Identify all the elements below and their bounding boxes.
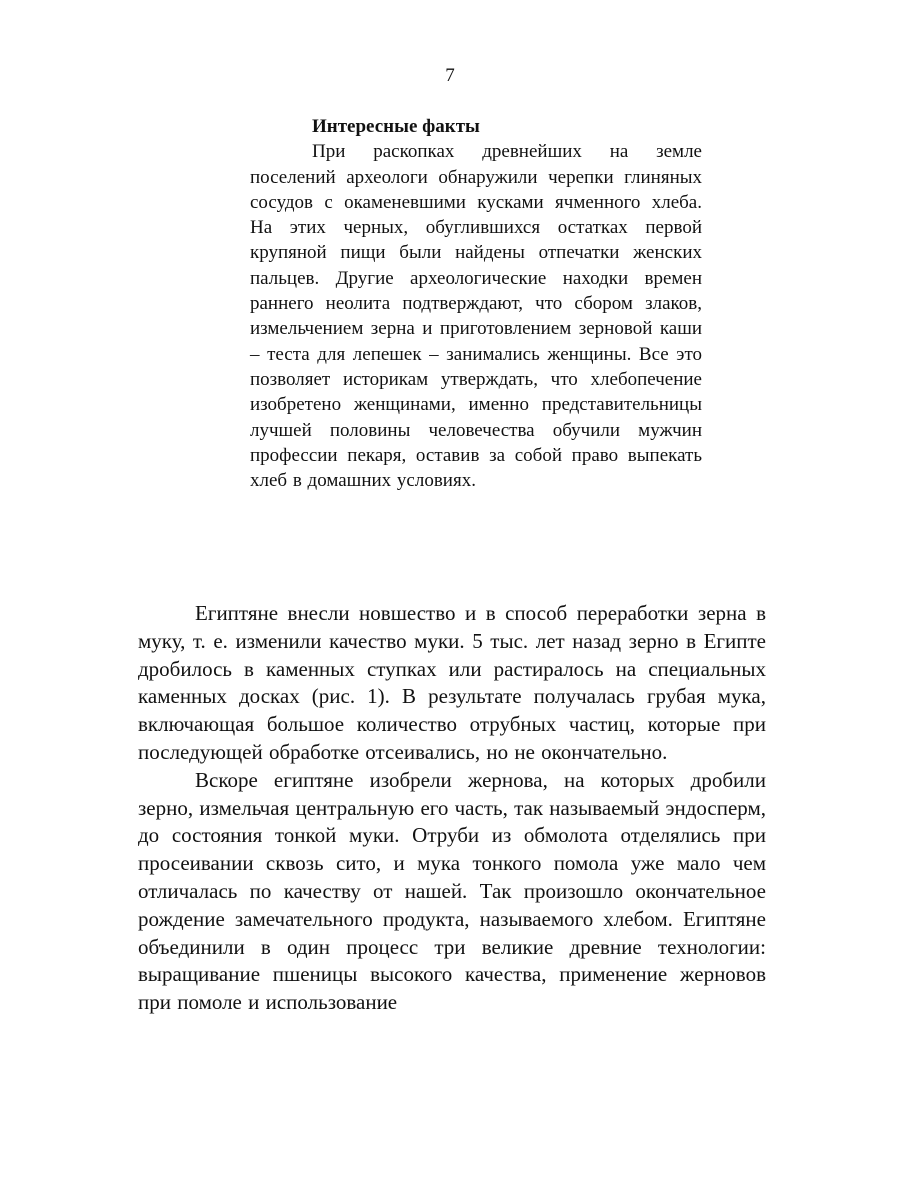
facts-heading: Интересные факты xyxy=(312,116,480,137)
facts-text: При раскопках древнейших на земле поселений археологи обнаружили черепки глиняных сосудов с окаменевшими кусками ячменного хлеба. На этих черных, обуглившихся остатках первой крупяной пищи были найдены отпечатки женских пальцев. Другие археологические находки времен раннего неолита подтверждают, что сбором злаков, измельчением зерна и приготовлением зерновой каши – теста для лепешек – занимались женщины. Все это позволяет историкам утверждать, что хлебопечение изобретено женщинами, именно представительницы лучшей половины человечества обучили мужчин профессии пекаря, оставив за собой право выпекать хлеб в домашних условиях. xyxy=(250,141,702,492)
body-paragraph-1: Египтяне внесли новшество и в способ переработки зерна в муку, т. е. изменили качество муки. 5 тыс. лет назад зерно в Египте дробилось в каменных ступках или растиралось на специальных каменных досках (рис. 1). В результате получалась грубая мука, включающая большое количество отрубных частиц, которые при последующей обработке отсеивались, но не окончательно. xyxy=(138,601,766,764)
body-text-block xyxy=(138,600,766,1017)
interesting-facts-block xyxy=(250,114,702,493)
body-paragraph-2: Вскоре египтяне изобрели жернова, на которых дробили зерно, измельчая центральную его часть, так называемый эндосперм, до состояния тонкой муки. Отруби из обмолота отделялись при просеивании сквозь сито, и мука тонкого помола уже мало чем отличалась по качеству от нашей. Так произошло окончательное рождение замечательного продукта, называемого хлебом. Египтяне объединили в один процесс три великие древние технологии: выращивание пшеницы высокого качества, применение жерновов при помоле и использование xyxy=(138,767,766,1015)
page-number: 7 xyxy=(445,65,455,86)
